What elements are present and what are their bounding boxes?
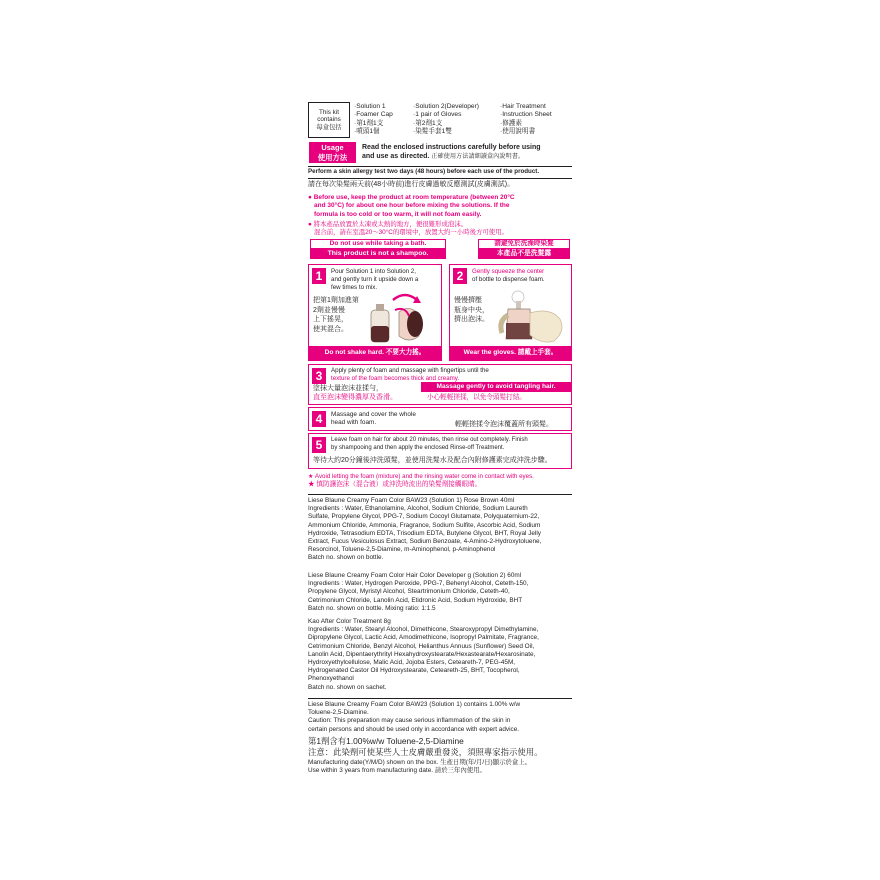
divider xyxy=(308,178,572,179)
caution-zh: 注意：此染劑可使某些人士皮膚嚴重發炎，須照專家指示使用。 xyxy=(308,747,543,757)
step-2-number: 2 xyxy=(453,268,467,284)
usage-text: Read the enclosed instructions carefully before using and use as directed. 正確使用方法請細讀盒內說明書。 xyxy=(362,144,541,160)
step-1-number: 1 xyxy=(312,268,326,284)
step-2-text-zh: 慢慢擠壓 瓶身中央， 擠出泡沫。 xyxy=(454,297,489,323)
temperature-warning-en: ● Before use, keep the product at room temperature (between 20°C and 30°C) for about one hour before mixing the solutions. If the formula is too cold or too warm, it will not foam easily. xyxy=(308,194,515,218)
step-1 xyxy=(308,264,442,361)
ingredients-treatment: Kao After Color Treatment 8g Ingredients : Water, Stearyl Alcohol, Dimethicone, Stearoxypropyl Dimethylamine, Dipropylene Glycol, Lactic Acid, Amodimethicone, Isopropyl Palmitate, Fragrance, Cetrimonium Chloride, Benzyl Alcohol, Helianthus Annuus (Sunflower) Seed Oil, Lanolin Acid, Dipentaerythrityl Hexahydroxystearate/Hexastearate/Hexarosinate, Hydroxyethylcellulose, Malic Acid, Jojoba Esters, Ceteareth-7, PEG-45M, Hydrogenated Castor Oil Hydroxystearate, Ceteareth-25, BHT, Tocopherol, Phenoxyethanol Batch no. shown on sachet. xyxy=(308,618,539,691)
step-4-text-en: Massage and cover the whole head with foam. xyxy=(331,411,416,426)
step-4 xyxy=(308,407,572,431)
step-4-number: 4 xyxy=(312,411,326,427)
gloved-hand-squeeze-illustration xyxy=(494,285,570,347)
step-3-massage-warning-zh: 小心輕輕搓揉，以免令頭髮打結。 xyxy=(427,394,526,401)
usage-badge: Usage 使用方法 xyxy=(309,142,356,163)
step-5-number: 5 xyxy=(312,437,326,453)
step-1-text-zh: 把第1劑加進第 2劑並慢慢 上下搖晃， 使其混合。 xyxy=(313,297,359,333)
step-1-warning: Do not shake hard. 不要大力搖。 xyxy=(309,346,441,360)
step-1-text-en: Pour Solution 1 into Solution 2, and gently turn it upside down a few times to mix. xyxy=(331,268,419,291)
allergy-test-zh: 請在每次染髮兩天前(48小時前)進行皮膚過敏反應測試(皮膚測試)。 xyxy=(308,181,515,188)
instruction-sheet xyxy=(308,98,572,790)
ingredients-solution-1: Liese Blaune Creamy Foam Color BAW23 (Solution 1) Rose Brown 40ml Ingredients : Water, Ethanolamine, Alcohol, Sodium Chloride, Sodium Laureth Sulfate, Propylene Glycol, PPG-7, Sodium Cocoyl Glutamate, Polyquaternium-22, Ammonium Chloride, Ammonia, Fragrance, Sodium Sulfite, Ascorbic Acid, Sodium Hydroxide, Tetrasodium EDTA, Trisodium EDTA, Butylene Glycol, BHT, Royal Jelly Extract, Fucus Vesiculosus Extract, Sodium Benzoate, 4-Amino-2-Hydroxytoluene, Resorcinol, Toluene-2,5-Diamine, m-Aminophenol, p-Aminophenol Batch no. shown on bottle. xyxy=(308,497,542,562)
step-3-number: 3 xyxy=(312,368,326,384)
step-2 xyxy=(449,264,572,361)
divider xyxy=(308,698,572,699)
step-5 xyxy=(308,433,572,469)
step-3-text-en: Apply plenty of foam and massage with fingertips until the texture of the foam becomes thick and creamy. xyxy=(331,367,489,382)
step-3 xyxy=(308,364,572,405)
caution-en: Liese Blaune Creamy Foam Color BAW23 (Solution 1) contains 1.00% w/w Toluene-2,5-Diamine. Caution: This preparation may cause serious inflammation of the skin in certain persons and should be used only in accordance with expert advice. xyxy=(308,701,521,733)
kit-column-3: ·Hair Treatment ·Instruction Sheet ·修護素 ·使用說明書 xyxy=(500,103,552,135)
divider xyxy=(308,166,572,167)
step-3-text-zh: 塗抹大量泡沫並揉勻， 直至泡沫變得濃厚及香滑。 xyxy=(313,385,397,401)
shampoo-warning-en: This product is not a shampoo. xyxy=(310,249,446,259)
caution-zh-content: 第1劑含有1.00%w/w Toluene-2,5-Diamine xyxy=(308,736,464,746)
manufacturing-date: Manufacturing date(Y/M/D) shown on the box. 生產日期(年/月/日)顯示於盒上。 Use within 3 years from manufacturing date. 請於三年內使用。 xyxy=(308,759,532,775)
eye-contact-warning: ★ Avoid letting the foam (mixture) and the rinsing water come in contact with eyes. ★ 慎防讓泡沫（混合液）或沖洗時流出的染髮劑接觸眼睛。 xyxy=(308,473,534,489)
divider xyxy=(308,494,572,495)
step-4-text-zh: 輕輕搓揉令泡沫覆蓋所有頭髮。 xyxy=(455,421,553,428)
shampoo-warning-zh: 本產品不是洗髮露 xyxy=(478,249,570,259)
kit-contents-label: This kit contains 每盒包括 xyxy=(308,102,350,138)
step-2-warning: Wear the gloves. 請戴上手套。 xyxy=(450,346,571,360)
ingredients-solution-2: Liese Blaune Creamy Foam Color Hair Color Developer g (Solution 2) 60ml Ingredients : Water, Hydrogen Peroxide, PPG-7, Behenyl Alcohol, Ceteth-150, Propylene Glycol, Myristyl Alcohol, Steartrimonium Chloride, Ceteth-40, Cetrimonium Chloride, Lanolin Acid, Etidronic Acid, Sodium Hydroxide, BHT Batch no. shown on bottle. Mixing ratio: 1:1.5 xyxy=(308,572,529,612)
bath-warning-zh: 請避免於洗澡時染髮 xyxy=(478,239,570,249)
allergy-test-en: Perform a skin allergy test two days (48 hours) before each use of the product. xyxy=(308,168,540,175)
kit-column-2: ·Solution 2(Developer) ·1 pair of Gloves ·第2劑1支 ·染髮手套1雙 xyxy=(413,103,479,135)
kit-column-1: ·Solution 1 ·Foamer Cap ·第1劑1支 ·噴頭1個 xyxy=(354,103,393,135)
temperature-warning-zh: ● 將本產品放置於太凍或太熱的地方，便很難形成泡沫。 混合前，請在室溫20～30°C的環境中，放置大約一小時後方可使用。 xyxy=(308,221,508,237)
step-3-massage-warning-en: Massage gently to avoid tangling hair. xyxy=(421,382,571,392)
mixing-bottles-illustration xyxy=(365,292,439,346)
step-2-text-en: Gently squeeze the center of bottle to dispense foam. xyxy=(472,268,545,283)
bath-warning-en: Do not use while taking a bath. xyxy=(310,239,446,249)
step-5-text-en: Leave foam on hair for about 20 minutes, then rinse out completely. Finish by shampooing and then apply the enclosed Rinse-off Treatment. xyxy=(331,437,528,451)
step-5-text-zh: 等待大約20分鐘後沖洗頭髮，並使用洗髮水及配合內附修護素完成沖洗步驟。 xyxy=(313,457,552,464)
